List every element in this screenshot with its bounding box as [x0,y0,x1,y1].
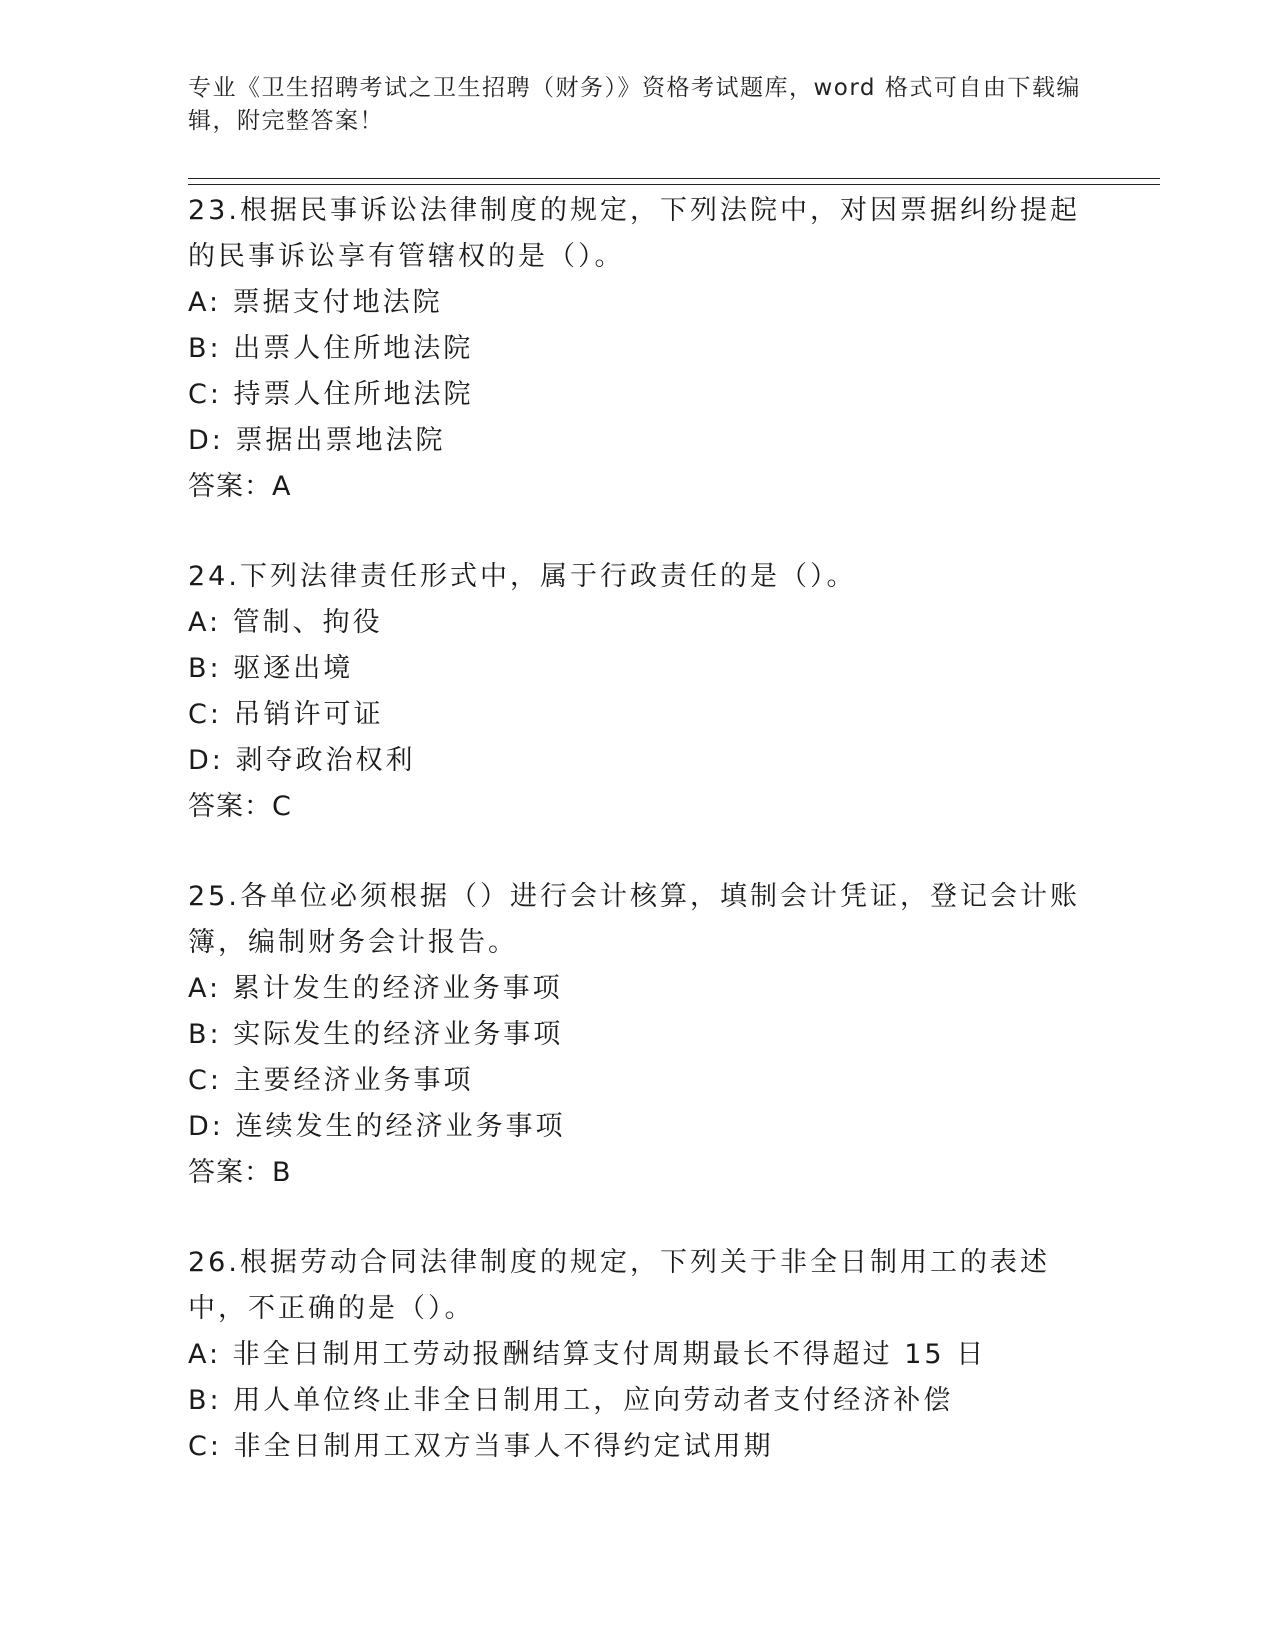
option-c: C: 非全日制用工双方当事人不得约定试用期 [188,1431,774,1462]
document-header: 专业《卫生招聘考试之卫生招聘（财务）》资格考试题库，word 格式可自由下载编辑，附完整答案！ [188,75,1081,134]
answer-line: 答案：C [188,791,292,822]
question-25 [188,874,1088,1196]
option-c: C: 主要经济业务事项 [188,1065,474,1096]
option-d: D: 票据出票地法院 [188,425,446,456]
option-b: B: 出票人住所地法院 [188,333,474,364]
option-c: C: 吊销许可证 [188,699,384,730]
question-26 [188,1240,1088,1470]
answer-line: 答案：B [188,1157,292,1188]
header-divider [188,178,1160,185]
answer-line: 答案：A [188,471,292,502]
option-b: B: 驱逐出境 [188,653,354,684]
option-c: C: 持票人住所地法院 [188,379,474,410]
question-stem: 24.下列法律责任形式中，属于行政责任的是（）。 [188,561,857,592]
question-24 [188,554,1088,830]
option-a: A: 累计发生的经济业务事项 [188,973,563,1004]
option-b: B: 用人单位终止非全日制用工，应向劳动者支付经济补偿 [188,1385,954,1416]
option-a: A: 非全日制用工劳动报酬结算支付周期最长不得超过 15 日 [188,1339,987,1370]
question-list [188,188,1088,1470]
option-d: D: 剥夺政治权利 [188,745,416,776]
option-a: A: 管制、拘役 [188,607,383,638]
option-d: D: 连续发生的经济业务事项 [188,1111,566,1142]
question-stem: 25.各单位必须根据（）进行会计核算，填制会计凭证，登记会计账簿，编制财务会计报告。 [188,881,1080,958]
option-b: B: 实际发生的经济业务事项 [188,1019,564,1050]
question-23 [188,188,1088,510]
option-a: A: 票据支付地法院 [188,287,443,318]
question-stem: 23.根据民事诉讼法律制度的规定，下列法院中，对因票据纠纷提起的民事诉讼享有管辖权的是（）。 [188,195,1080,272]
question-stem: 26.根据劳动合同法律制度的规定，下列关于非全日制用工的表述中，不正确的是（）。 [188,1247,1050,1324]
